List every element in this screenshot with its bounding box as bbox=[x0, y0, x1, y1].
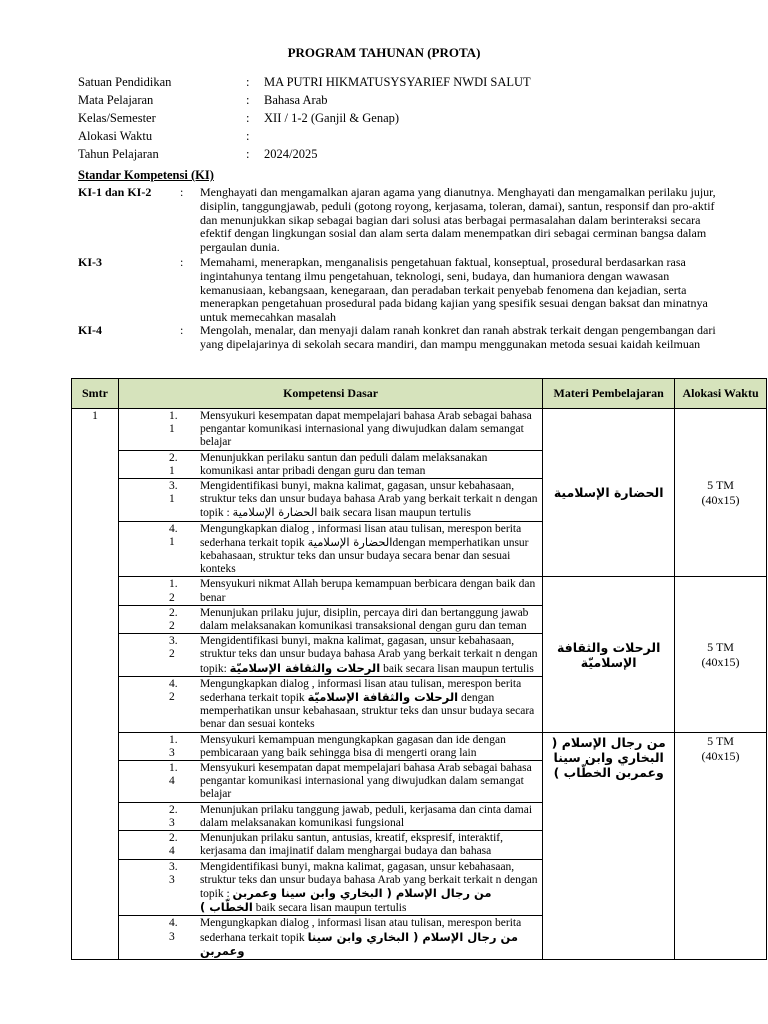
kd-number: 2. 3 bbox=[168, 803, 178, 829]
alokasi-cell: 5 TM (40x15) bbox=[675, 577, 767, 732]
kd-text: Mensyukuri kesempatan dapat mempelajari bahasa Arab sebagai bahasa pengantar komunikasi internasional yang diwujudkan dalam semangat belajar bbox=[199, 410, 532, 449]
kd-cell bbox=[118, 577, 542, 732]
semester-cell: 1 bbox=[72, 409, 119, 960]
kd-number: 1. 2 bbox=[168, 578, 178, 604]
kd-item bbox=[119, 409, 542, 451]
kd-number: 2. 4 bbox=[168, 832, 178, 858]
kd-text: Mengungkapkan dialog , informasi lisan atau tulisan, merespon berita sederhana terkait topik bbox=[199, 677, 522, 705]
ki-key: KI-1 dan KI-2 bbox=[78, 185, 152, 199]
ki-text: Mengolah, menalar, dan menyaji dalam ranah konkret dan ranah abstrak terkait dengan pengembangan dari yang dipelajarinya di sekolah secara mandiri, dan mampu menggunakan metoda sesuai kaidah keilmuan bbox=[200, 323, 716, 351]
kd-item bbox=[119, 803, 542, 831]
kd-text: Mengungkapkan dialog , informasi lisan atau tulisan, merespon berita sederhana terkait topik bbox=[199, 917, 522, 944]
materi-cell: الحضارة الإسلامية bbox=[543, 409, 675, 577]
info-colon: : bbox=[246, 111, 250, 125]
header-alokasi: Alokasi Waktu bbox=[675, 379, 767, 409]
kd-cell bbox=[118, 732, 542, 959]
ki-1-2 bbox=[78, 186, 718, 255]
kd-item bbox=[119, 761, 542, 803]
kd-arabic-topic: من رجال الإسلام ( البخاري وابن سينا وعمربن الخطّاب ) bbox=[199, 885, 492, 915]
kd-item bbox=[119, 606, 542, 634]
kd-text-after: dengan memperhatikan unsur kebahasaan, struktur teks dan unsur budaya secara benar dan sesuai konteks bbox=[199, 536, 529, 576]
info-colon: : bbox=[246, 129, 250, 143]
table-row bbox=[72, 409, 767, 577]
kd-text: Mengidentifikasi bunyi, makna kalimat, gagasan, unsur kebahasaan, struktur teks dan unsur budaya bahasa Arab yang berkait terkait n dengan topik: bbox=[199, 635, 538, 675]
kd-text: Menunjukan prilaku santun, antusias, kreatif, ekspresif, interaktif, kerjasama dan imajinatif dalam menghargai budaya dan bahasa bbox=[199, 832, 504, 858]
kd-item bbox=[119, 860, 542, 917]
kd-arabic-topic: من رجال الإسلام ( البخاري وابن سينا وعمربن bbox=[199, 929, 518, 958]
table-header-row bbox=[72, 379, 767, 409]
kd-item bbox=[119, 677, 542, 732]
kd-item bbox=[119, 522, 542, 577]
header-kd: Kompetensi Dasar bbox=[118, 379, 542, 409]
info-colon: : bbox=[246, 93, 250, 107]
ki-4 bbox=[78, 324, 718, 352]
info-label: Kelas/Semester bbox=[78, 111, 156, 125]
kd-item bbox=[119, 916, 542, 959]
kd-text: Mensyukuri kesempatan dapat mempelajari bahasa Arab sebagai bahasa pengantar komunikasi internasional yang diwujudkan dalam semangat belajar bbox=[199, 762, 532, 801]
kd-text: Mensyukuri kemampuan mengungkapkan gagasan dan ide dengan pembicaraan yang baik sehingga bisa di mengerti orang lain bbox=[199, 733, 506, 759]
kd-arabic-topic: الرحلات والثقافة الإسلاميّة bbox=[229, 660, 381, 675]
ki-3 bbox=[78, 256, 718, 325]
kd-text-after: baik secara lisan maupun tertulis bbox=[380, 662, 534, 675]
ki-text: Menghayati dan mengamalkan ajaran agama yang dianutnya. Menghayati dan mengamalkan perilaku jujur, disiplin, tanggungjawab, peduli (gotong royong, kerjasama, toleran, damai), santun, responsif dan pro-aktif dan menunjukkan sikap sebagai bagian dari solusi atas berbagai permasalahan dalam berinteraksi secara efektif dengan lingkungan sosial dan alam serta dalam menempatkan diri sebagai cerminan bangsa dalam pergaulan dunia. bbox=[200, 185, 716, 255]
kd-item bbox=[119, 831, 542, 859]
kd-text-after: baik secara lisan maupun tertulis bbox=[317, 507, 472, 520]
kd-text: Mengidentifikasi bunyi, makna kalimat, gagasan, unsur kebahasaan, struktur teks dan unsur budaya bahasa Arab yang berkait terkait n dengan topik : bbox=[199, 860, 538, 900]
info-colon: : bbox=[246, 75, 250, 89]
kd-item bbox=[119, 733, 542, 761]
kd-number: 4. 1 bbox=[168, 522, 178, 548]
info-label: Satuan Pendidikan bbox=[78, 75, 172, 89]
header-smtr: Smtr bbox=[72, 379, 119, 409]
kd-text: Mengidentifikasi bunyi, makna kalimat, gagasan, unsur kebahasaan, struktur teks dan unsur budaya bahasa Arab yang berkait terkait n dengan topik : bbox=[199, 480, 538, 520]
kd-text-after: dengan memperhatikan unsur kebahasaan, struktur teks dan unsur budaya secara benar dan sesuai konteks bbox=[199, 692, 535, 731]
info-label: Mata Pelajaran bbox=[78, 93, 154, 107]
info-value: MA PUTRI HIKMATUSYSYARIEF NWDI SALUT bbox=[264, 75, 531, 89]
info-colon: : bbox=[246, 147, 250, 161]
kd-number: 1. 4 bbox=[168, 762, 178, 788]
kd-item bbox=[119, 577, 542, 605]
info-value: 2024/2025 bbox=[264, 147, 318, 161]
kd-number: 1. 3 bbox=[168, 733, 178, 759]
table-row bbox=[72, 732, 767, 959]
ki-colon: : bbox=[180, 255, 184, 269]
kd-text: Mensyukuri nikmat Allah berupa kemampuan berbicara dengan baik dan benar bbox=[199, 578, 536, 604]
kd-arabic-topic: الرحلات والثقافة الإسلاميّة bbox=[307, 690, 459, 705]
ki-text: Memahami, menerapkan, menganalisis pengetahuan faktual, konseptual, prosedural berdasarkan rasa ingintahunya tentang ilmu pengetahuan, teknologi, seni, budaya, dan humaniora dengan wawasan kemanusiaan, kebangsaan, kenegaraan, dan peradaban terkait penyebab fenomena dan kejadian, serta menerapkan pengetahuan prosedural pada bidang kajian yang spesifik sesuai dengan baksat dan minatnya untuk memecahkan masalah bbox=[200, 255, 708, 325]
kd-cell bbox=[118, 409, 542, 577]
kd-text: Mengungkapkan dialog , informasi lisan atau tulisan, merespon berita sederhana terkait topik bbox=[199, 522, 522, 549]
document-title: PROGRAM TAHUNAN (PROTA) bbox=[287, 45, 481, 60]
kd-item bbox=[119, 479, 542, 522]
info-label: Alokasi Waktu bbox=[78, 129, 153, 143]
materi-cell: من رجال الإسلام ( البخاري وابن سينا وعمربن الخطّاب ) bbox=[543, 732, 675, 959]
kd-item bbox=[119, 634, 542, 677]
ki-key: KI-4 bbox=[78, 323, 102, 337]
kd-text-after: baik secara lisan maupun tertulis bbox=[252, 902, 407, 915]
info-value: Bahasa Arab bbox=[264, 93, 328, 107]
kd-text: Menunjukan prilaku tanggung jawab, peduli, kerjasama dan cinta damai dalam melaksanakan komunikasi fungsional bbox=[199, 803, 533, 829]
kd-text: Menunjukkan perilaku santun dan peduli dalam melaksanakan komunikasi antar pribadi dengan guru dan teman bbox=[199, 451, 488, 477]
kd-item bbox=[119, 451, 542, 479]
info-label: Tahun Pelajaran bbox=[78, 147, 159, 161]
info-value: XII / 1-2 (Ganjil & Genap) bbox=[264, 111, 400, 125]
alokasi-cell: 5 TM (40x15) bbox=[675, 732, 767, 959]
ki-colon: : bbox=[180, 323, 184, 337]
materi-cell: الرحلات والثقافة الإسلاميّة bbox=[543, 577, 675, 732]
kd-arabic-topic: الحضارة الإسلامية bbox=[307, 534, 393, 549]
kd-number: 1. 1 bbox=[168, 410, 178, 436]
ki-key: KI-3 bbox=[78, 255, 102, 269]
kd-number: 3. 1 bbox=[168, 480, 178, 506]
table-row bbox=[72, 577, 767, 732]
kd-number: 3. 2 bbox=[168, 635, 178, 661]
kd-number: 4. 2 bbox=[168, 677, 178, 704]
kd-text: Menunjukan prilaku jujur, disiplin, percaya diri dan bertanggung jawab dalam melaksanakan komunikasi transaksional dengan guru dan teman bbox=[199, 606, 529, 633]
header-materi: Materi Pembelajaran bbox=[543, 379, 675, 409]
kd-number: 2. 2 bbox=[168, 606, 178, 633]
kd-number: 2. 1 bbox=[168, 451, 178, 477]
kd-number: 3. 3 bbox=[168, 860, 178, 886]
alokasi-cell: 5 TM (40x15) bbox=[675, 409, 767, 577]
ki-heading: Standar Kompetensi (KI) bbox=[78, 168, 214, 182]
kd-arabic-topic: الحضارة الإسلامية bbox=[232, 505, 318, 520]
ki-colon: : bbox=[180, 185, 184, 199]
kompetensi-table bbox=[71, 378, 767, 960]
kd-number: 4. 3 bbox=[168, 917, 178, 943]
